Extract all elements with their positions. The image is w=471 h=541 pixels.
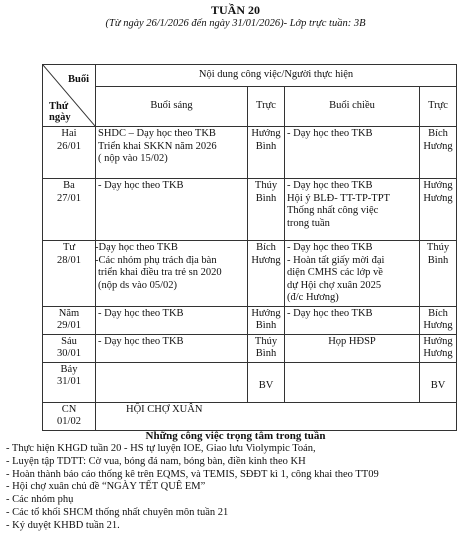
duty-afternoon-cell: [420, 362, 457, 402]
table-row: [43, 334, 457, 362]
duty-morning-line: BV: [258, 380, 274, 392]
morning-cell: [96, 334, 248, 362]
afternoon-cell: [285, 179, 420, 241]
morning-line: Triển khai SKKN năm 2026: [98, 140, 217, 152]
day-cell: [43, 241, 96, 307]
day-name: CN: [61, 403, 77, 415]
morning-line: SHDC – Dạy học theo TKB: [98, 128, 216, 139]
day-date: 27/01: [57, 192, 81, 204]
afternoon-cell: [285, 241, 420, 307]
thu-ngay-label: [49, 101, 71, 123]
duty-morning-line: Bình: [255, 348, 277, 359]
focus-item: - Các tổ khối SHCM thống nhất chuyên môn tuần 21: [6, 506, 229, 518]
afternoon-line: Hội ý BLĐ- TT-TP-TPT: [287, 192, 390, 204]
merged-event-text: HỘI CHỢ XUÂN: [126, 403, 203, 415]
focus-title: Những công việc trọng tâm trong tuần: [145, 430, 326, 442]
day-cell: [43, 127, 96, 179]
day-name: Tư: [62, 242, 76, 253]
col-header-duty-morning: Trực: [248, 87, 285, 127]
ngay-label: ngày: [49, 112, 71, 123]
day-cell: [43, 334, 96, 362]
duty-afternoon-line: Hướng: [423, 180, 453, 191]
afternoon-line: Thống nhất công việc: [287, 205, 379, 216]
day-cell: [43, 306, 96, 334]
morning-cell: [96, 179, 248, 241]
duty-morning-cell: [248, 306, 285, 334]
col-header-afternoon: Buổi chiều: [285, 87, 420, 127]
afternoon-line: - Dạy học theo TKB: [287, 307, 373, 319]
duty-afternoon-cell: [420, 306, 457, 334]
morning-cell: [96, 306, 248, 334]
morning-line: -Các nhóm phụ trách địa bàn: [95, 254, 217, 266]
duty-afternoon-cell: [420, 334, 457, 362]
morning-cell: [96, 127, 248, 179]
schedule-table: [42, 64, 457, 431]
focus-item: - Hội chợ xuân chủ đề “NGÀY TẾT QUÊ EM”: [6, 481, 206, 493]
day-cell: [43, 402, 96, 430]
col-header-morning: Buổi sáng: [96, 87, 248, 127]
afternoon-line: - Dạy học theo TKB: [287, 128, 373, 139]
day-cell: [43, 362, 96, 402]
morning-line: -Dạy học theo TKB: [95, 242, 178, 253]
morning-line: - Dạy học theo TKB: [98, 180, 184, 191]
day-name: Năm: [58, 307, 80, 319]
duty-morning-cell: [248, 179, 285, 241]
group-header: Nội dung công việc/Người thực hiện: [96, 65, 457, 87]
table-row: [43, 362, 457, 402]
afternoon-cell: [285, 306, 420, 334]
merged-event-cell: [96, 402, 457, 430]
day-name: Ba: [63, 180, 75, 191]
duty-afternoon-line: Hương: [423, 140, 453, 152]
col-header-duty-afternoon: Trực: [420, 87, 457, 127]
thu-label: Thứ: [49, 101, 69, 112]
afternoon-line: (đ/c Hương): [287, 292, 339, 303]
day-date: 30/01: [57, 348, 81, 359]
table-row: [43, 402, 457, 430]
table-row: [43, 241, 457, 307]
duty-afternoon-cell: [420, 127, 457, 179]
focus-item: - Ký duyệt KHBD tuần 21.: [6, 519, 120, 531]
afternoon-line: - Dạy học theo TKB: [287, 242, 373, 253]
duty-afternoon-line: Hương: [423, 192, 453, 204]
morning-line: - Dạy học theo TKB: [98, 335, 184, 347]
header-corner-cell: [43, 65, 96, 127]
afternoon-cell: [285, 127, 420, 179]
duty-morning-line: Bình: [255, 140, 277, 152]
morning-cell: [96, 362, 248, 402]
duty-afternoon-line: Bình: [427, 254, 449, 266]
duty-morning-line: Hướng: [251, 307, 281, 319]
duty-morning-line: Hướng: [251, 128, 281, 139]
day-date: 01/02: [57, 416, 81, 427]
day-date: 28/01: [57, 254, 81, 266]
focus-item: - Các nhóm phụ: [6, 494, 74, 506]
day-name: Bảy: [60, 363, 78, 375]
morning-line: (nộp ds vào 05/02): [98, 279, 178, 291]
focus-list: [6, 443, 466, 533]
afternoon-line: - Dạy học theo TKB: [287, 180, 373, 191]
afternoon-line: trong tuần: [287, 217, 330, 229]
duty-morning-cell: [248, 334, 285, 362]
day-date: 31/01: [57, 376, 81, 387]
duty-afternoon-line: Bích: [428, 307, 448, 319]
morning-line: ( nộp vào 15/02): [98, 153, 168, 164]
duty-morning-cell: [248, 362, 285, 402]
duty-afternoon-line: Bích: [428, 128, 448, 139]
duty-morning-line: Thúy: [254, 180, 278, 191]
afternoon-cell: [285, 334, 420, 362]
table-row: [43, 179, 457, 241]
day-cell: [43, 179, 96, 241]
focus-item: - Hoàn thành báo cáo thống kê trên EQMS, và TEMIS, SĐĐT kì 1, công khai theo TT09: [6, 468, 379, 480]
duty-morning-line: Bình: [255, 192, 277, 204]
morning-line: triển khai điều tra trẻ sn 2020: [98, 267, 222, 278]
duty-afternoon-line: Hương: [423, 348, 453, 359]
duty-afternoon-line: BV: [430, 380, 446, 392]
duty-afternoon-cell: [420, 241, 457, 307]
duty-afternoon-cell: [420, 179, 457, 241]
afternoon-line: Họp HĐSP: [328, 335, 376, 347]
duty-afternoon-line: Hương: [423, 320, 453, 331]
table-row: [43, 127, 457, 179]
duty-morning-line: Thúy: [254, 335, 278, 347]
duty-morning-line: Hương: [251, 254, 281, 266]
duty-afternoon-line: Thúy: [426, 242, 450, 253]
day-name: Hai: [61, 128, 77, 139]
morning-line: - Dạy học theo TKB: [98, 307, 184, 319]
duty-morning-cell: [248, 241, 285, 307]
afternoon-line: diện CMHS các lớp về: [287, 267, 383, 278]
morning-cell: [96, 241, 248, 307]
duty-morning-cell: [248, 127, 285, 179]
afternoon-cell: [285, 362, 420, 402]
afternoon-line: dự Hội chợ xuân 2025: [287, 279, 382, 291]
week-title: TUẦN 20: [210, 3, 260, 17]
table-row: [43, 306, 457, 334]
week-subtitle: (Từ ngày 26/1/2026 đến ngày 31/01/2026)- Lớp trực tuần: 3B: [105, 18, 366, 29]
duty-morning-line: Bình: [255, 320, 277, 331]
focus-item: - Thực hiện KHGD tuần 20 - HS tự luyện IOE, Giao lưu Violympic Toán,: [6, 443, 316, 454]
day-name: Sáu: [61, 335, 77, 347]
afternoon-line: - Hoàn tất giấy mời đại: [287, 254, 385, 266]
focus-item: - Luyện tập TDTT: Cờ vua, bóng đá nam, bóng bàn, điền kinh theo KH: [6, 455, 306, 467]
day-date: 26/01: [57, 140, 81, 152]
day-date: 29/01: [57, 320, 81, 331]
buoi-label: Buổi: [67, 74, 89, 85]
duty-afternoon-line: Hướng: [423, 335, 453, 347]
duty-morning-line: Bích: [256, 242, 276, 253]
schedule-rows: [43, 127, 457, 431]
